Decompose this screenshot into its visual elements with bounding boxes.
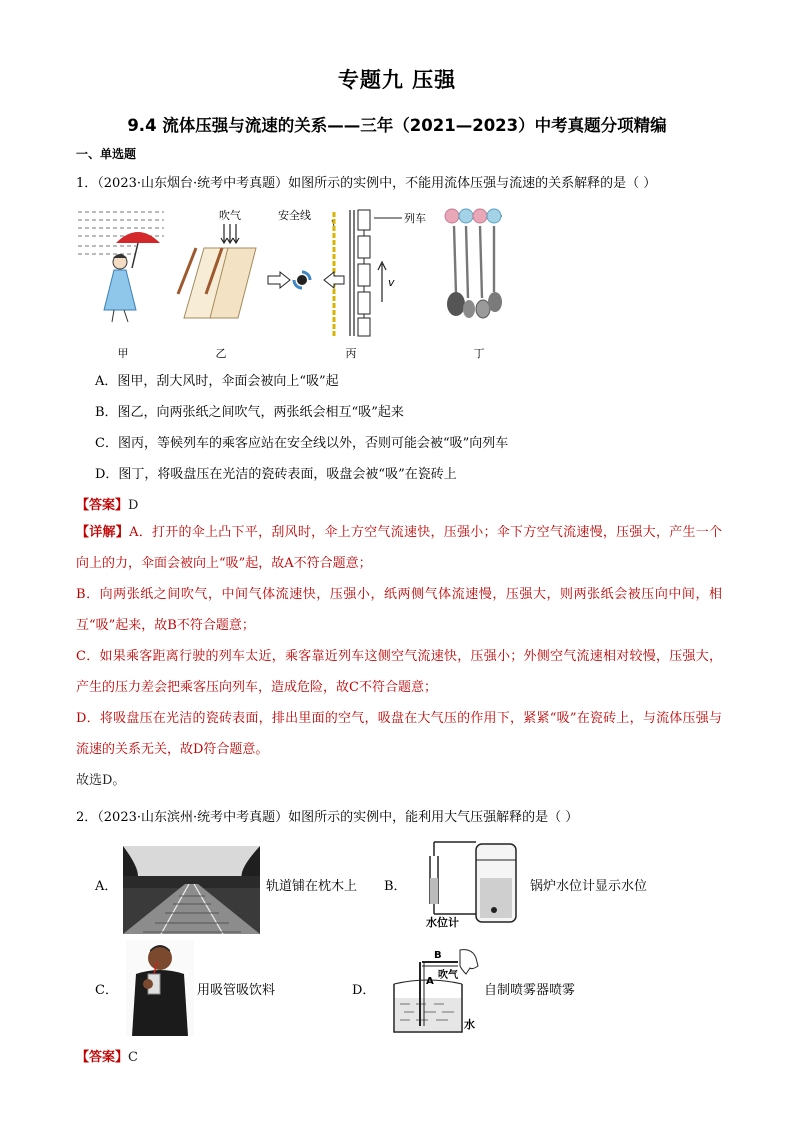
q2-option-a-text: 轨道铺在枕木上 (266, 879, 358, 894)
q2-option-a-railway-image (123, 846, 260, 934)
svg-text:安全线: 安全线 (278, 209, 311, 222)
detail-line-b: B．向两张纸之间吹气，中间气体流速快，压强小，纸两侧气体流速慢，压强大，则两张纸会被压向中间，相互“吸”起来，故B不符合题意； (76, 587, 722, 633)
svg-text:列车: 列车 (404, 212, 426, 225)
figure-bing-label: 丙 (345, 347, 357, 360)
q2-option-b-text: 锅炉水位计显示水位 (530, 879, 648, 894)
page-title: 专题九 压强 (337, 68, 457, 92)
svg-text:水: 水 (464, 1018, 475, 1031)
q1-option-b: B．图乙，向两张纸之间吹气，两张纸会相互“吸”起来 (95, 405, 404, 420)
q2-option-a-letter: A． (95, 879, 118, 894)
page-subtitle: 9.4 流体压强与流速的关系——三年（2021—2023）中考真题分项精编 (127, 116, 667, 135)
q1-detail (76, 517, 722, 796)
q1-option-a: A．图甲，刮大风时，伞面会被向上“吸”起 (95, 374, 339, 389)
q1-option-c: C．图丙，等候列车的乘客应站在安全线以外，否则可能会被“吸”向列车 (95, 436, 509, 451)
q2-option-d-text: 自制喷雾器喷雾 (484, 983, 576, 998)
detail-conclusion: 故选D。 (76, 773, 126, 788)
figure-yi-label: 乙 (215, 347, 227, 360)
svg-text:水位计: 水位计 (426, 916, 459, 929)
q2-option-c-letter: C． (95, 983, 118, 998)
detail-line-a: A．打开的伞上凸下平，刮风时，伞上方空气流速快，压强小；伞下方空气流速慢，压强大，产生一个向上的力，伞面会被向上“吸”起，故A不符合题意； (76, 525, 722, 571)
svg-text:吹气: 吹气 (438, 970, 458, 981)
q2-option-c-child-image (126, 940, 194, 1036)
figure-yi-papers (176, 206, 258, 330)
question-1-stem: 1．（2023·山东烟台·统考中考真题）如图所示的实例中，不能用流体压强与流速的关系解释的是（ ） (76, 176, 657, 191)
answer-tag: 【答案】 (76, 498, 129, 513)
q2-option-b-letter: B． (384, 879, 407, 894)
q2-option-b-boiler-image (408, 836, 526, 932)
svg-text:v: v (388, 276, 395, 289)
detail-line-d: D．将吸盘压在光洁的瓷砖表面，排出里面的空气，吸盘在大气压的作用下，紧紧“吸”在瓷砖上，与流体压强与流速的关系无关，故D符合题意。 (76, 711, 722, 757)
answer-tag: 【答案】 (76, 1050, 129, 1065)
q1-answer (76, 494, 138, 513)
q2-answer (76, 1046, 138, 1065)
figure-ding-label: 丁 (473, 347, 485, 360)
answer-value: C (128, 1050, 138, 1065)
detail-line-c: C．如果乘客距离行驶的列车太近，乘客靠近列车这侧空气流速快，压强小；外侧空气流速相对较慢，压强大，产生的压力差会把乘客压向列车，造成危险，故C不符合题意； (76, 649, 722, 695)
answer-value: D (128, 498, 139, 513)
detail-tag: 【详解】 (76, 525, 130, 540)
figure-jia-label: 甲 (117, 347, 129, 360)
q2-option-d-sprayer-image (384, 940, 482, 1036)
q2-option-c-text: 用吸管吸饮料 (197, 983, 276, 998)
question-2-stem: 2．（2023·山东滨州·统考中考真题）如图所示的实例中，能利用大气压强解释的是（ ） (76, 810, 579, 825)
figure-jia-umbrella (76, 206, 166, 328)
figure-bing-train (262, 206, 440, 338)
figure-ding-suction-cups (440, 206, 510, 328)
q1-option-d: D．图丁，将吸盘压在光洁的瓷砖表面，吸盘会被“吸”在瓷砖上 (95, 467, 457, 482)
svg-text:B: B (434, 950, 442, 961)
svg-text:吹气: 吹气 (219, 209, 241, 222)
q2-option-d-letter: D． (352, 983, 376, 998)
section-heading: 一、单选题 (76, 147, 137, 161)
svg-text:A: A (426, 976, 434, 987)
